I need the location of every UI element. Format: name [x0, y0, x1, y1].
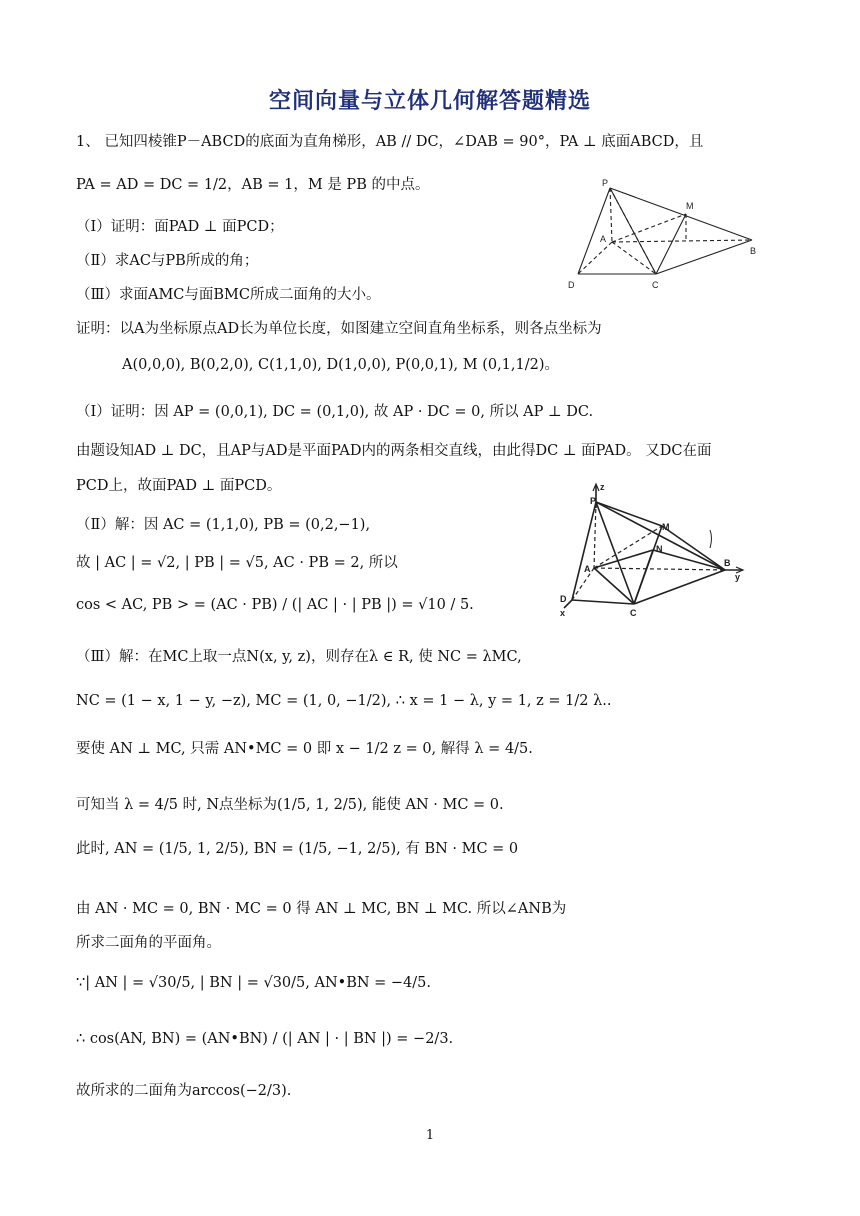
figure1-label-c: C: [652, 280, 659, 290]
solution-3-an-bn: 此时, AN = (1/5, 1, 2/5), BN = (1/5, −1, 2/5), 有 BN · MC = 0: [76, 841, 519, 857]
proof-1-reasoning: 由题设知AD ⊥ DC，且AP与AD是平面PAD内的两条相交直线，由此得DC ⊥ 面PAD。 又DC在面: [76, 443, 712, 459]
proof-1-line: （Ⅰ）证明：因 AP = (0,0,1), DC = (0,1,0), 故 AP · DC = 0, 所以 AP ⊥ DC.: [76, 404, 594, 420]
solution-3-point-n: 可知当 λ = 4/5 时, N点坐标为(1/5, 1, 2/5), 能使 AN · MC = 0.: [76, 797, 504, 813]
figure2-label-b: B: [724, 558, 731, 568]
solution-3-components: NC = (1 − x, 1 − y, −z), MC = (1, 0, −1/2), ∴ x = 1 − λ, y = 1, z = 1/2 λ..: [76, 693, 612, 709]
figure2-label-p: P: [590, 496, 597, 506]
solution-intro: 证明：以A为坐标原点AD长为单位长度，如图建立空间直角坐标系，则各点坐标为: [76, 321, 602, 337]
point-coordinates: A(0,0,0), B(0,2,0), C(1,1,0), D(1,0,0), P(0,0,1), M (0,1,1/2)。: [122, 357, 560, 373]
solution-3-condition: 要使 AN ⊥ MC, 只需 AN•MC = 0 即 x − 1/2 z = 0, 解得 λ = 4/5.: [76, 741, 533, 757]
solution-2-cosine: cos < AC, PB > = (AC · PB) / (| AC | · | PB |) = √10 / 5.: [76, 597, 474, 613]
proof-1-conclusion: PCD上，故面PAD ⊥ 面PCD。: [76, 478, 282, 494]
page-title: 空间向量与立体几何解答题精选: [268, 89, 591, 114]
figure1-label-b: B: [750, 246, 757, 256]
figure2-label-c: C: [630, 608, 637, 618]
problem-statement: 1、 已知四棱锥P－ABCD的底面为直角梯形，AB // DC，∠DAB = 90°，PA ⊥ 底面ABCD，且: [76, 134, 704, 150]
final-answer: 故所求的二面角为arccos(−2/3).: [76, 1083, 292, 1099]
figure2-label-z: z: [600, 482, 605, 492]
page-number: 1: [425, 1128, 435, 1143]
question-1: （Ⅰ）证明：面PAD ⊥ 面PCD；: [76, 219, 284, 235]
figure2-label-y: y: [735, 572, 741, 582]
solution-3-cos: ∴ cos(AN, BN) = (AN•BN) / (| AN | · | BN |) = −2/3.: [76, 1031, 454, 1047]
figure1-label-a: A: [600, 234, 607, 244]
figure1-label-d: D: [568, 280, 575, 290]
figure1-label-m: M: [686, 201, 694, 211]
figure2-label-x: x: [560, 608, 566, 618]
solution-2-vectors: （Ⅱ）解：因 AC = (1,1,0), PB = (0,2,−1),: [76, 517, 371, 533]
figure2-label-d: D: [560, 594, 567, 604]
problem-condition: PA = AD = DC = 1/2，AB = 1，M 是 PB 的中点。: [76, 177, 430, 193]
figure1-label-p: P: [602, 178, 609, 188]
solution-3-perpendicular: 由 AN · MC = 0, BN · MC = 0 得 AN ⊥ MC, BN ⊥ MC. 所以∠ANB为: [76, 901, 567, 917]
question-2: （Ⅱ）求AC与PB所成的角；: [76, 253, 259, 269]
question-3: （Ⅲ）求面AMC与面BMC所成二面角的大小。: [76, 287, 381, 303]
solution-3-plane-angle: 所求二面角的平面角。: [76, 935, 221, 951]
pyramid-figure: [560, 176, 775, 296]
figure2-label-a: A: [584, 564, 591, 574]
coordinate-figure: [550, 478, 755, 618]
solution-3-lengths: ∵| AN | = √30/5, | BN | = √30/5, AN•BN = −4/5.: [76, 975, 431, 991]
figure2-label-m: M: [662, 522, 670, 532]
solution-3-intro: （Ⅲ）解：在MC上取一点N(x, y, z)，则存在λ ∈ R, 使 NC = λMC,: [76, 649, 522, 665]
solution-2-magnitudes: 故 | AC | = √2, | PB | = √5, AC · PB = 2, 所以: [76, 555, 398, 571]
figure2-label-n: N: [656, 544, 663, 554]
